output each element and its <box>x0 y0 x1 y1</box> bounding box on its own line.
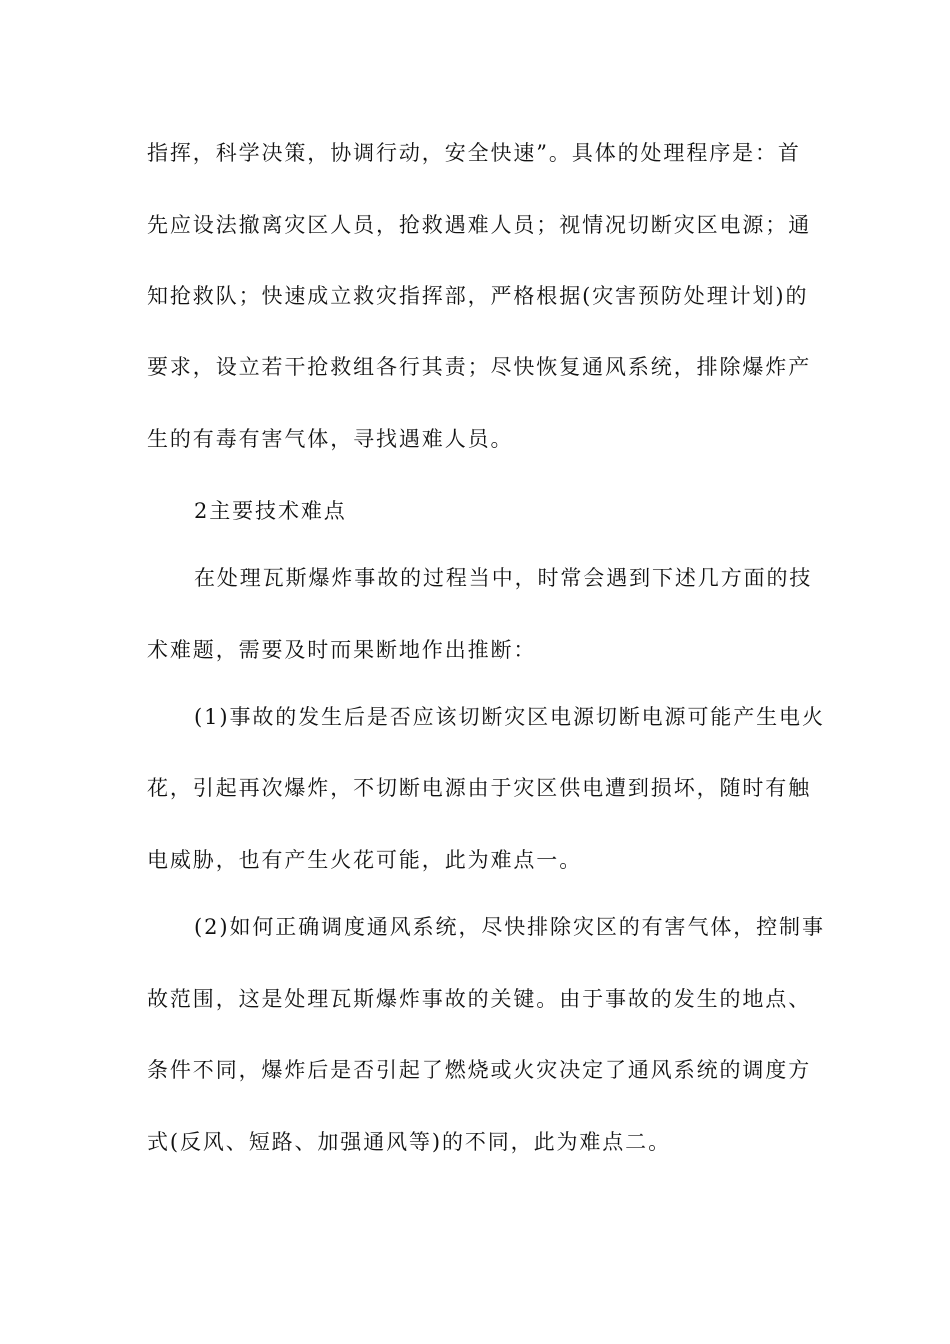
text-line: 指挥，科学决策，协调行动，安全快速”。具体的处理程序是：首 <box>147 141 801 165</box>
text-line: 在处理瓦斯爆炸事故的过程当中，时常会遇到下述几方面的技 <box>194 566 813 590</box>
text-line: 知抢救队；快速成立救灾指挥部，严格根据(灾害预防处理计划)的 <box>147 284 809 308</box>
text-line: 故范围，这是处理瓦斯爆炸事故的关键。由于事故的发生的地点、 <box>147 987 812 1011</box>
text-line: 要求，设立若干抢救组各行其责；尽快恢复通风系统，排除爆炸产 <box>147 355 812 379</box>
text-line: 电威胁，也有产生火花可能，此为难点一。 <box>147 848 583 872</box>
text-line: 术难题，需要及时而果断地作出推断： <box>147 638 537 662</box>
text-line: 生的有毒有害气体，寻找遇难人员。 <box>147 427 514 451</box>
text-line: (1)事故的发生后是否应该切断灾区电源切断电源可能产生电火 <box>194 705 825 729</box>
text-line: (2)如何正确调度通风系统，尽快排除灾区的有害气体，控制事 <box>194 915 825 939</box>
section-heading: 2主要技术难点 <box>194 499 347 523</box>
text-line: 先应设法撤离灾区人员，抢救遇难人员；视情况切断灾区电源；通 <box>147 213 812 237</box>
text-line: 条件不同，爆炸后是否引起了燃烧或火灾决定了通风系统的调度方 <box>147 1058 812 1082</box>
text-line: 花，引起再次爆炸，不切断电源由于灾区供电遭到损坏，随时有触 <box>147 776 812 800</box>
text-line: 式(反风、短路、加强通风等)的不同，此为难点二。 <box>147 1130 671 1154</box>
